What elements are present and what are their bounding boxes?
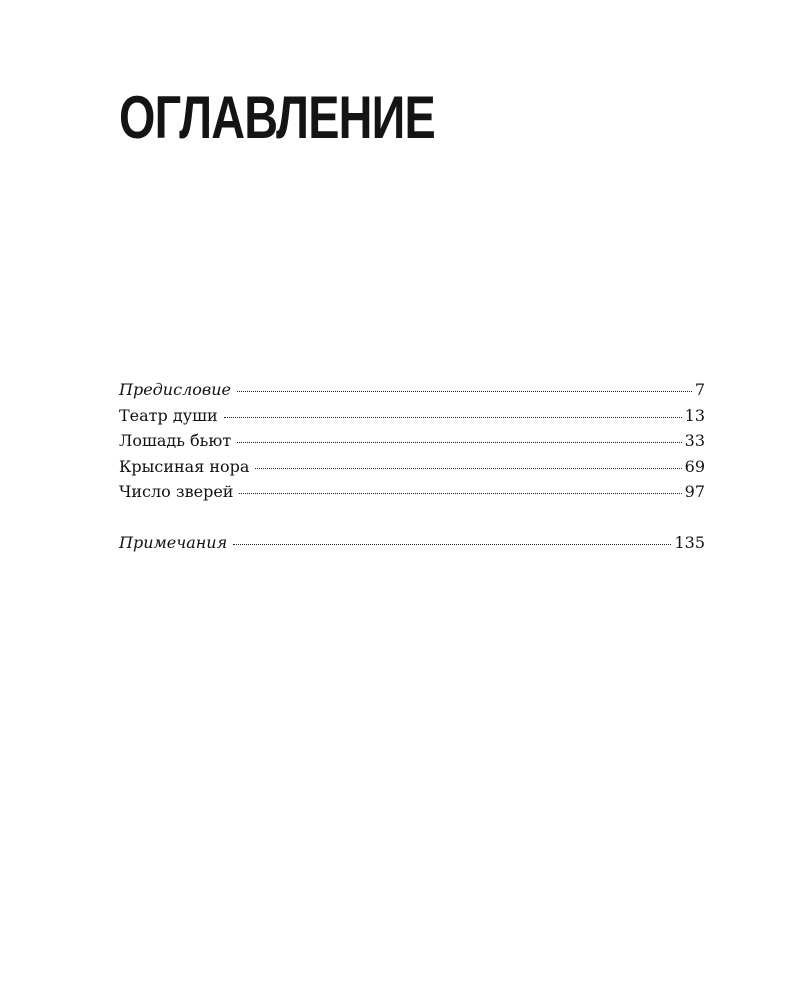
toc-entry-page: 7 — [694, 380, 705, 399]
toc-entry-page: 13 — [684, 405, 705, 425]
toc-entry-page: 135 — [674, 532, 705, 552]
dot-leader — [239, 489, 681, 494]
toc-entry-label: Лошадь бьют — [119, 431, 232, 450]
dot-leader — [237, 438, 681, 443]
toc-entry-preface[interactable] — [119, 377, 705, 403]
dot-leader — [224, 413, 682, 418]
toc-entry-chapter-1[interactable] — [119, 403, 705, 429]
toc-entry-label: Примечания — [119, 532, 228, 552]
toc-entry-page: 97 — [684, 482, 705, 501]
dot-leader — [237, 387, 692, 392]
toc-entry-label: Театр души — [119, 405, 218, 425]
toc-entry-page: 69 — [684, 456, 705, 476]
dot-leader — [255, 464, 681, 469]
toc-entry-label: Число зверей — [119, 482, 234, 501]
toc-entry-page: 33 — [684, 431, 705, 450]
table-of-contents — [119, 377, 705, 555]
toc-entry-label: Крысиная нора — [119, 456, 250, 476]
toc-entry-notes[interactable] — [119, 530, 705, 556]
page-title: ОГЛАВЛЕНИЕ — [119, 84, 435, 151]
toc-entry-label: Предисловие — [119, 380, 231, 399]
toc-entry-chapter-3[interactable] — [119, 454, 705, 480]
toc-entry-chapter-4[interactable] — [119, 479, 705, 505]
dot-leader — [233, 540, 671, 545]
toc-entry-chapter-2[interactable] — [119, 428, 705, 454]
